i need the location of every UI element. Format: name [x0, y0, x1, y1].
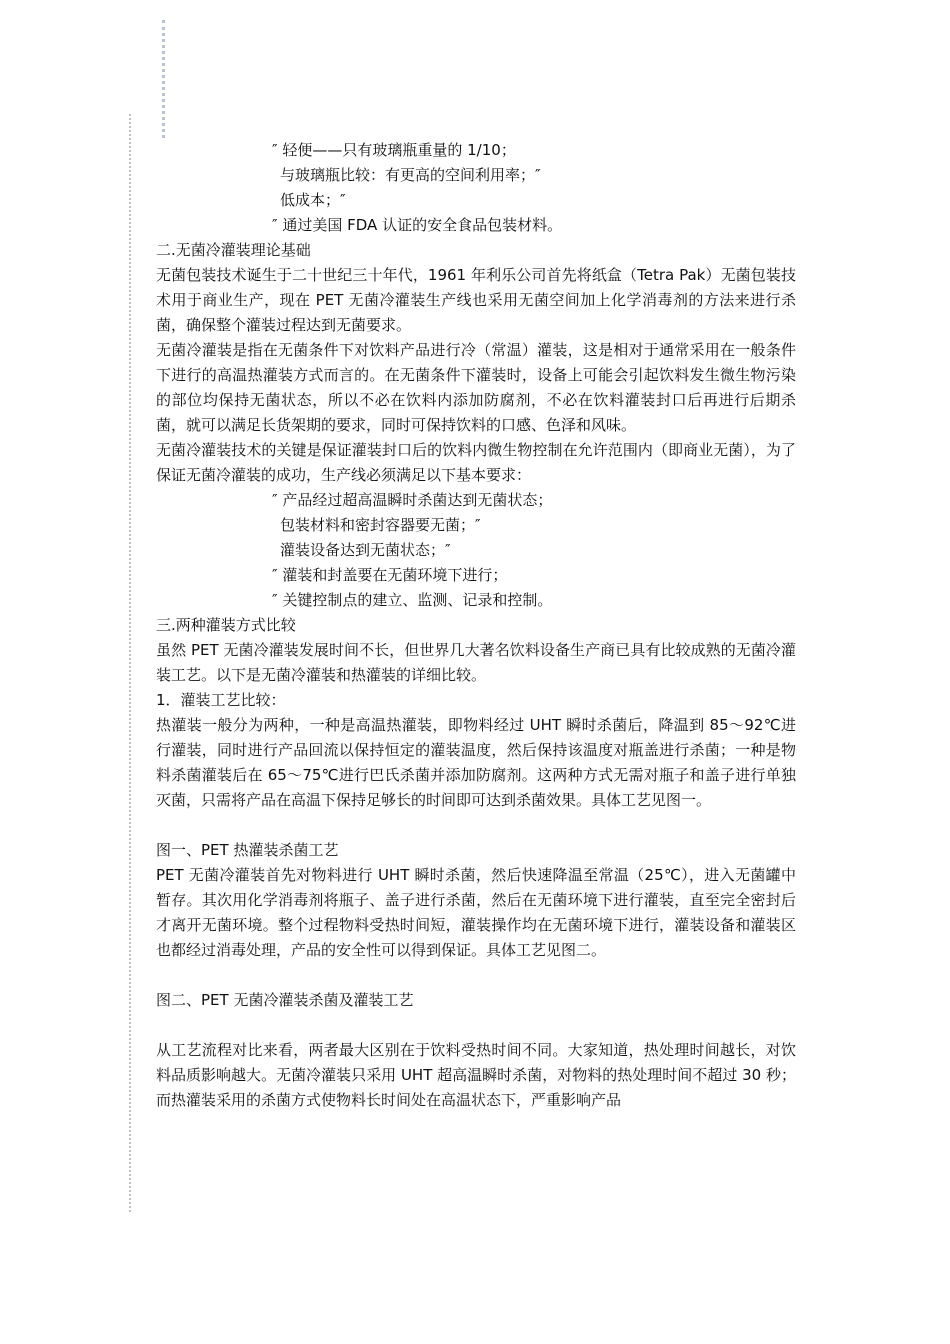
- paragraph: 无菌包装技术诞生于二十世纪三十年代，1961 年利乐公司首先将纸盒（Tetra Pak）无菌包装技术用于商业生产，现在 PET 无菌冷灌装生产线也采用无菌空间加上化学消毒剂的方法来进行杀菌，确保整个灌装过程达到无菌要求。: [156, 266, 796, 334]
- paragraph: PET 无菌冷灌装首先对物料进行 UHT 瞬时杀菌，然后快速降温至常温（25℃），进入无菌罐中暂存。其次用化学消毒剂将瓶子、盖子进行杀菌，然后在无菌环境下进行灌装，直至完全密封后才离开无菌环境。整个过程物料受热时间短，灌装操作均在无菌环境下进行，灌装设备和灌装区也都经过消毒处理，产品的安全性可以得到保证。具体工艺见图二。: [156, 866, 796, 959]
- paragraph: 从工艺流程对比来看，两者最大区别在于饮料受热时间不同。大家知道，热处理时间越长，对饮料品质影响越大。无菌冷灌装只采用 UHT 超高温瞬时杀菌，对物料的热处理时间不超过 30 秒；而热灌装采用的杀菌方式使物料长时间处在高温状态下，严重影响产品: [156, 1041, 796, 1109]
- bullet-item: 灌装设备达到无菌状态；″: [280, 541, 451, 559]
- bullet-item: 低成本；″: [280, 191, 346, 209]
- margin-rule-top: [162, 20, 165, 138]
- section-heading: 三.两种灌装方式比较: [156, 616, 296, 634]
- paragraph: 热灌装一般分为两种，一种是高温热灌装，即物料经过 UHT 瞬时杀菌后，降温到 85～92℃进行灌装，同时进行产品回流以保持恒定的灌装温度，然后保持该温度对瓶盖进行杀菌；一种是物料杀菌灌装后在 65～75℃进行巴氏杀菌并添加防腐剂。这两种方式无需对瓶子和盖子进行单独灭菌，只需将产品在高温下保持足够长的时间即可达到杀菌效果。具体工艺见图一。: [156, 716, 796, 809]
- bullet-item: ″ 关键控制点的建立、监测、记录和控制。: [272, 591, 553, 609]
- figure-caption: 图二、PET 无菌冷灌装杀菌及灌装工艺: [156, 991, 414, 1009]
- paragraph: 无菌冷灌装技术的关键是保证灌装封口后的饮料内微生物控制在允许范围内（即商业无菌），为了保证无菌冷灌装的成功，生产线必须满足以下基本要求：: [156, 441, 796, 484]
- section-heading: 二.无菌冷灌装理论基础: [156, 241, 311, 259]
- bullet-item: ″ 轻便——只有玻璃瓶重量的 1/10；: [272, 141, 516, 159]
- bullet-item: ″ 产品经过超高温瞬时杀菌达到无菌状态；: [272, 491, 553, 509]
- paragraph: 虽然 PET 无菌冷灌装发展时间不长，但世界几大著名饮料设备生产商已具有比较成熟的无菌冷灌装工艺。以下是无菌冷灌装和热灌装的详细比较。: [156, 641, 796, 684]
- margin-rule-left: [129, 114, 131, 1212]
- bullet-item: 包装材料和密封容器要无菌；″: [280, 516, 481, 534]
- bullet-item: ″ 通过美国 FDA 认证的安全食品包装材料。: [272, 216, 563, 234]
- bullet-item: ″ 灌装和封盖要在无菌环境下进行；: [272, 566, 508, 584]
- document-page: [156, 138, 796, 1113]
- blank-line: [156, 963, 796, 988]
- subheading: 1．灌装工艺比较：: [156, 691, 286, 709]
- bullet-item: 与玻璃瓶比较：有更高的空间利用率；″: [280, 166, 541, 184]
- paragraph: 无菌冷灌装是指在无菌条件下对饮料产品进行冷（常温）灌装，这是相对于通常采用在一般条件下进行的高温热灌装方式而言的。在无菌条件下灌装时，设备上可能会引起饮料发生微生物污染的部位均保持无菌状态，所以不必在饮料内添加防腐剂，不必在饮料灌装封口后再进行后期杀菌，就可以满足长货架期的要求，同时可保持饮料的口感、色泽和风味。: [156, 341, 796, 434]
- figure-caption: 图一、PET 热灌装杀菌工艺: [156, 841, 339, 859]
- blank-line: [156, 1013, 796, 1038]
- blank-line: [156, 813, 796, 838]
